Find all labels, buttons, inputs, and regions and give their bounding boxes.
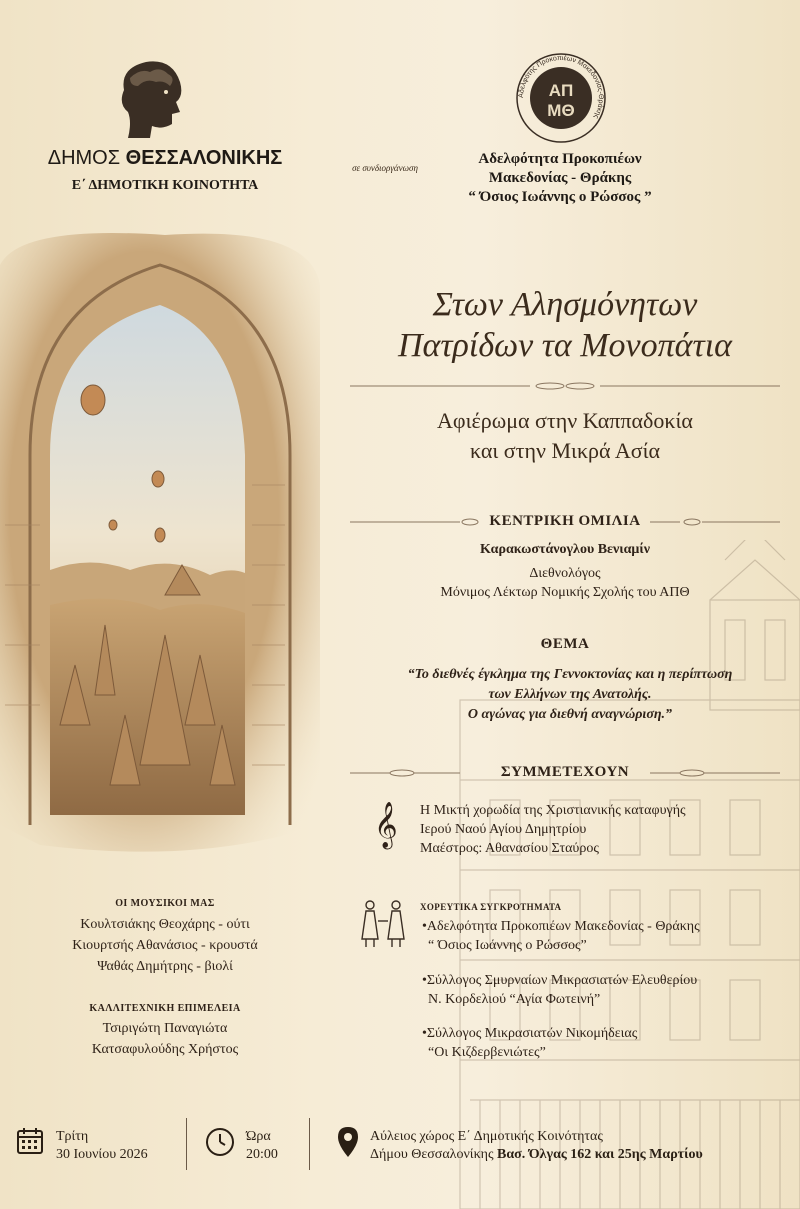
musicians-heading: ΟΙ ΜΟΥΣΙΚΟΙ ΜΑΣ	[115, 898, 215, 909]
subtitle-line2: και στην Μικρά Ασία	[469, 438, 661, 463]
choir-line2: Ιερού Ναού Αγίου Δημητρίου	[420, 822, 587, 837]
dance-groups-heading-text: ΧΟΡΕΥΤΙΚΑ ΣΥΓΚΡΟΤΗΜΑΤΑ	[420, 902, 562, 912]
choir-line1: Η Μικτή χορωδία της Χριστιανικής καταφυγής	[420, 803, 686, 818]
municipality-name	[0, 147, 330, 170]
municipality-name-part2: ΘΕΣΣΑΛΟΝΙΚΗΣ	[125, 147, 283, 169]
event-time	[246, 1128, 278, 1164]
dance-group-1-line2: “ Όσιος Ιωάννης ο Ρώσσος”	[428, 938, 587, 953]
venue-line1: Αύλειος χώρος Ε΄ Δημοτικής Κοινότητας	[370, 1129, 603, 1144]
artistic-director-1: Τσιριγώτη Παναγιώτα	[102, 1021, 228, 1036]
event-title-line1: Στων Αλησμόνητων	[432, 286, 698, 323]
dance-group-3-line1: •Σύλλογος Μικρασιατών Νικομήδειας	[422, 1026, 638, 1041]
theme-line3: Ο αγώνας για διεθνή αναγνώριση.”	[467, 707, 673, 722]
artistic-director-2: Κατσαφυλούδης Χρήστος	[91, 1042, 239, 1057]
dance-group-2-line2: Ν. Κορδελιού “Αγία Φωτεινή”	[428, 992, 601, 1007]
footer-separator-1	[186, 1118, 187, 1170]
theme-heading: ΘΕΜΑ	[540, 636, 590, 652]
brotherhood-line2: Μακεδονίας - Θράκης	[488, 170, 632, 186]
event-time-label: Ώρα	[246, 1129, 271, 1144]
municipality-name-part1: ΔΗΜΟΣ	[47, 147, 121, 169]
dance-group-1-line1: •Αδελφότητα Προκοπιέων Μακεδονίας - Θράκης	[422, 919, 700, 934]
calendar-icon	[16, 1127, 44, 1155]
dance-group-3-line2: “Οι Κιζδερβενιώτες”	[428, 1045, 546, 1060]
subtitle-line1: Αφιέρωμα στην Καππαδοκία	[437, 408, 693, 433]
event-day: Τρίτη	[56, 1129, 89, 1144]
theme-line1: “Το διεθνές έγκλημα της Γεννοκτονίας και η περίπτωση	[407, 667, 733, 682]
stone-arch-illustration	[0, 225, 330, 865]
co-organized-label: σε συνδιοργάνωση	[352, 163, 418, 173]
svg-text:ΜΘ: ΜΘ	[547, 101, 575, 120]
brotherhood-name	[430, 150, 690, 207]
svg-text:ΑΠ: ΑΠ	[548, 81, 574, 100]
venue-line2-address: Βασ. Όλγας 162 και 25ης Μαρτίου	[496, 1147, 703, 1162]
brotherhood-seal-icon	[515, 52, 607, 144]
keynote-role1: Διεθνολόγος	[529, 566, 601, 581]
clock-icon	[205, 1127, 235, 1157]
keynote-role2: Μόνιμος Λέκτωρ Νομικής Σχολής του ΑΠΘ	[440, 585, 690, 600]
dance-groups-heading	[420, 897, 561, 915]
footer-separator-2	[309, 1118, 310, 1170]
brotherhood-line1: Αδελφότητα Προκοπιέων	[478, 151, 642, 167]
dance-group-3	[422, 1024, 792, 1062]
artistic-list	[0, 1018, 330, 1060]
musician-1: Κουλτσιάκης Θεοχάρης - ούτι	[80, 917, 250, 932]
community-name: Ε΄ ΔΗΜΟΤΙΚΗ ΚΟΙΝΟΤΗΤΑ	[71, 178, 259, 193]
treble-clef-icon: 𝄞	[374, 802, 398, 848]
dance-group-1	[422, 917, 792, 955]
event-venue	[370, 1128, 790, 1164]
svg-text:Αδελφότης Προκοπιέων Μακεδονία: Αδελφότης Προκοπιέων Μακεδονίας-Θράκης	[517, 54, 605, 120]
event-date	[56, 1128, 148, 1164]
artistic-heading: ΚΑΛΛΙΤΕΧΝΙΚΗ ΕΠΙΜΕΛΕΙΑ	[89, 1003, 241, 1014]
keynote-speaker: Καρακωστάνογλου Βενιαμίν	[480, 542, 650, 557]
brotherhood-line3: “ Όσιος Ιωάννης ο Ρώσσος ”	[468, 189, 652, 205]
dance-group-2	[422, 971, 792, 1009]
event-time-value: 20:00	[246, 1147, 278, 1162]
keynote-heading: ΚΕΝΤΡΙΚΗ ΟΜΙΛΙΑ	[489, 513, 641, 529]
musician-3: Ψαθάς Δημήτρης - βιολί	[97, 959, 233, 974]
event-date-text: 30 Ιουνίου 2026	[56, 1147, 148, 1162]
musicians-list	[0, 914, 330, 977]
dancers-icon	[356, 899, 412, 949]
participants-heading: ΣΥΜΜΕΤΕΧΟΥΝ	[500, 764, 630, 780]
theme-text	[350, 665, 790, 725]
event-title-line2: Πατρίδων τα Μονοπάτια	[397, 327, 732, 364]
venue-line2-plain: Δήμου Θεσσαλονίκης	[370, 1147, 497, 1162]
venue-line2	[370, 1146, 790, 1164]
title-divider	[350, 380, 780, 392]
location-pin-icon	[337, 1126, 359, 1158]
theme-line2: των Ελλήνων της Ανατολής.	[488, 687, 652, 702]
alexander-head-icon	[110, 56, 190, 140]
choir-info	[420, 801, 790, 858]
dance-group-2-line1: •Σύλλογος Σμυρναίων Μικρασιατών Ελευθερίου	[422, 973, 698, 988]
musician-2: Κιουρτσής Αθανάσιος - κρουστά	[72, 938, 258, 953]
choir-line3: Μαέστρος: Αθανασίου Σταύρος	[420, 841, 599, 856]
